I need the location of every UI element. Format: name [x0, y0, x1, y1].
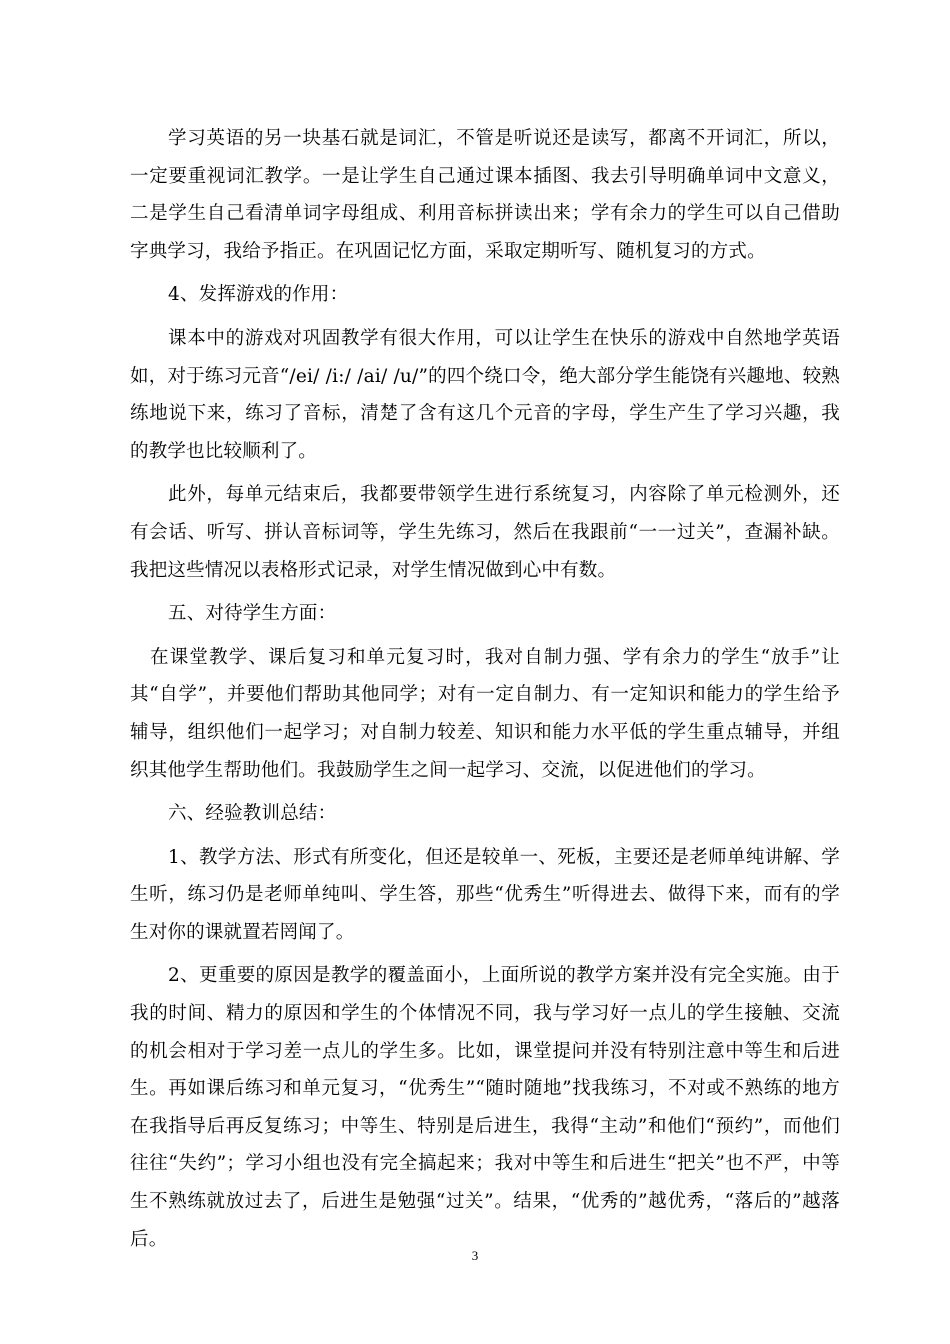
document-body [130, 120, 840, 1264]
heading-games-role: 4、发挥游戏的作用： [168, 284, 349, 306]
paragraph-games: 课本中的游戏对巩固教学有很大作用，可以让学生在快乐的游戏中自然地学英语如，对于练习元音“/ei/ /i:/ /ai/ /u/”的四个绕口令，绝大部分学生能饶有兴趣地、较熟练地说下来，练习了音标，清楚了含有这几个元音的字母，学生产生了学习兴趣，我的教学也比较顺利了。 [130, 327, 840, 462]
paragraph-treating-students: 在课堂教学、课后复习和单元复习时，我对自制力强、学有余力的学生“放手”让其“自学”，并要他们帮助其他同学；对有一定自制力、有一定知识和能力的学生给予辅导，组织他们一起学习；对自制力较差、知识和能力水平低的学生重点辅导，并组织其他学生帮助他们。我鼓励学生之间一起学习、交流，以促进他们的学习。 [130, 646, 840, 781]
page-number: 3 [471, 1248, 479, 1263]
paragraph-unit-review: 此外，每单元结束后，我都要带领学生进行系统复习，内容除了单元检测外，还有会话、听写、拼认音标词等，学生先练习，然后在我跟前“一一过关”，查漏补缺。我把这些情况以表格形式记录，对学生情况做到心中有数。 [130, 484, 840, 581]
heading-treating-students: 五、对待学生方面： [168, 603, 337, 625]
paragraph-lesson-2: 2、更重要的原因是教学的覆盖面小，上面所说的教学方案并没有完全实施。由于我的时间、精力的原因和学生的个体情况不同，我与学习好一点儿的学生接触、交流的机会相对于学习差一点儿的学生多。比如，课堂提问并没有特别注意中等生和后进生。再如课后练习和单元复习，“优秀生”“随时随地”找我练习，不对或不熟练的地方在我指导后再反复练习；中等生、特别是后进生，我得“主动”和他们“预约”，而他们往往“失约”；学习小组也没有完全搞起来；我对中等生和后进生“把关”也不严，中等生不熟练就放过去了，后进生是勉强“过关”。结果，“优秀的”越优秀，“落后的”越落后。 [130, 965, 840, 1250]
heading-lessons-summary: 六、经验教训总结： [168, 803, 337, 825]
paragraph-lesson-1: 1、教学方法、形式有所变化，但还是较单一、死板，主要还是老师单纯讲解、学生听，练习仍是老师单纯叫、学生答，那些“优秀生”听得进去、做得下来，而有的学生对你的课就置若罔闻了。 [130, 846, 840, 943]
paragraph-vocabulary-teaching: 学习英语的另一块基石就是词汇，不管是听说还是读写，都离不开词汇，所以，一定要重视词汇教学。一是让学生自己通过课本插图、我去引导明确单词中文意义，二是学生自己看清单词字母组成、利用音标拼读出来；学有余力的学生可以自己借助字典学习，我给予指正。在巩固记忆方面，采取定期听写、随机复习的方式。 [130, 128, 840, 262]
